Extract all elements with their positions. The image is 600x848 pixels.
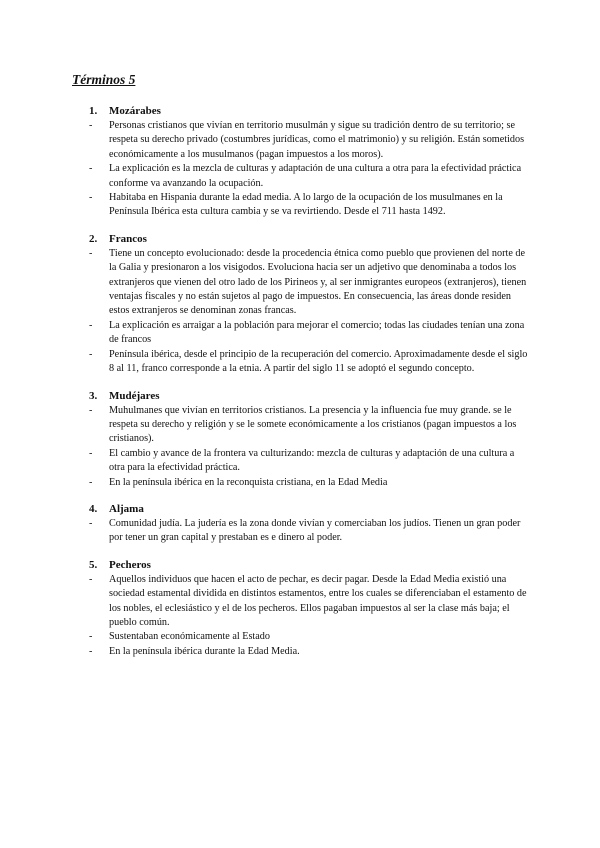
bullet-text: En la península ibérica durante la Edad Media. — [109, 645, 300, 657]
section-title: Aljama — [109, 502, 144, 515]
bullet-item — [89, 348, 529, 377]
bullet-list — [89, 119, 529, 220]
section-heading — [89, 232, 529, 247]
bullet-text: Muhulmanes que vivían en territorios cristianos. La presencia y la influencia fue muy grande. se le respeta su derecho y religión y se le somete económicamente a los cristianos (pagan impuestos a los cristianos). — [109, 404, 517, 445]
dash-marker: - — [89, 247, 93, 259]
bullet-list — [89, 404, 529, 490]
dash-marker: - — [89, 476, 93, 488]
dash-marker: - — [89, 517, 93, 529]
bullet-text: La explicación es arraigar a la población para mejorar el comercio; todas las ciudades tenían una zona de francos — [109, 319, 525, 346]
bullet-item — [89, 645, 529, 659]
document-title: Términos 5 — [72, 72, 136, 87]
dash-marker: - — [89, 192, 93, 204]
dash-marker: - — [89, 573, 93, 585]
dash-marker: - — [89, 447, 93, 459]
section-number: 1. — [89, 105, 98, 117]
bullet-list — [89, 247, 529, 377]
section-title: Mozárabes — [109, 105, 161, 117]
bullet-text: Comunidad judía. La judería es la zona donde vivían y comerciaban los judíos. Tienen un gran poder por tener un gran capital y prestaban es e dinero al poder. — [109, 517, 521, 544]
dash-marker: - — [89, 163, 93, 175]
term-section-aljama — [89, 502, 529, 546]
bullet-item — [89, 517, 529, 546]
section-heading — [89, 104, 529, 119]
section-heading — [89, 389, 529, 404]
term-section-mozarabes — [89, 104, 529, 220]
dash-marker: - — [89, 404, 93, 416]
bullet-text: Habitaba en Hispania durante la edad media. A lo largo de la ocupación de los musulmanes en la Península Ibérica esta cultura cambia y se va revirtiendo. Desde el 711 hasta 1492. — [109, 192, 503, 218]
dash-marker: - — [89, 319, 93, 331]
bullet-list — [89, 517, 529, 546]
dash-marker: - — [89, 645, 93, 657]
term-section-pecheros — [89, 558, 529, 659]
term-section-francos — [89, 232, 529, 377]
section-title: Pecheros — [109, 558, 151, 571]
bullet-item — [89, 404, 529, 447]
bullet-text: La explicación es la mezcla de culturas y adaptación de una cultura a otra para la efectividad práctica conforme va avanzando la ocupación. — [109, 163, 522, 189]
dash-marker: - — [89, 631, 93, 643]
bullet-text: El cambio y avance de la frontera va culturizando: mezcla de culturas y adaptación de una cultura a otra para la efectividad práctica. — [109, 447, 515, 474]
section-number: 3. — [89, 389, 98, 402]
dash-marker: - — [89, 348, 93, 360]
bullet-item — [89, 476, 529, 490]
bullet-item — [89, 630, 529, 644]
section-number: 5. — [89, 558, 98, 571]
bullet-item — [89, 119, 529, 162]
section-number: 2. — [89, 232, 98, 245]
bullet-item — [89, 162, 529, 191]
section-heading — [89, 502, 529, 517]
bullet-item — [89, 447, 529, 476]
bullet-text: Personas cristianos que vivían en territorio musulmán y sigue su tradición dentro de su territorio; se respeta su derecho privado (costumbres jurídicas, como el matrimonio) y su religión. Están sometidos económicamente a los musulmanos (pagan impuestos a los moros). — [109, 120, 525, 160]
bullet-item — [89, 247, 529, 319]
bullet-list — [89, 573, 529, 659]
dash-marker: - — [89, 120, 93, 131]
section-number: 4. — [89, 502, 98, 515]
bullet-item — [89, 191, 529, 220]
bullet-text: En la península ibérica en la reconquista cristiana, en la Edad Media — [109, 476, 388, 488]
bullet-text: Península ibérica, desde el principio de la recuperación del comercio. Aproximadamente desde el siglo 8 al 11, franco corresponde a la etnia. A partir del siglo 11 se adoptó el segundo concepto. — [109, 348, 528, 375]
bullet-text: Aquellos individuos que hacen el acto de pechar, es decir pagar. Desde la Edad Media existió una sociedad estamental dividida en distintos estamentos, entre los cuales se diferenciaban el estamento de los nobles, el eclesiástico y el de los pecheros. Ellos pagaban impuestos al ser la clase más baja; el pueblo común. — [109, 573, 527, 628]
bullet-item — [89, 319, 529, 348]
terms-list — [89, 104, 529, 671]
bullet-text: Sustentaban económicamente al Estado — [109, 631, 270, 643]
section-heading — [89, 558, 529, 573]
section-title: Francos — [109, 232, 147, 245]
bullet-text: Tiene un concepto evolucionado: desde la procedencia étnica como pueblo que provienen del norte de la Galia y presionaron a los visigodos. Evoluciona hacia ser un adjetivo que denominaba a todos los extranjeros que vienen del otro lado de los Pirineos y, al ser inmigrantes europeos (extranjeros), tienen ventajas fiscales y no están sujetos al pago de impuestos. En consecuencia, las áreas donde residen estos extranjeros se denominan zonas francas. — [109, 247, 527, 317]
term-section-mudejares — [89, 389, 529, 490]
bullet-item — [89, 573, 529, 631]
section-title: Mudéjares — [109, 389, 160, 402]
